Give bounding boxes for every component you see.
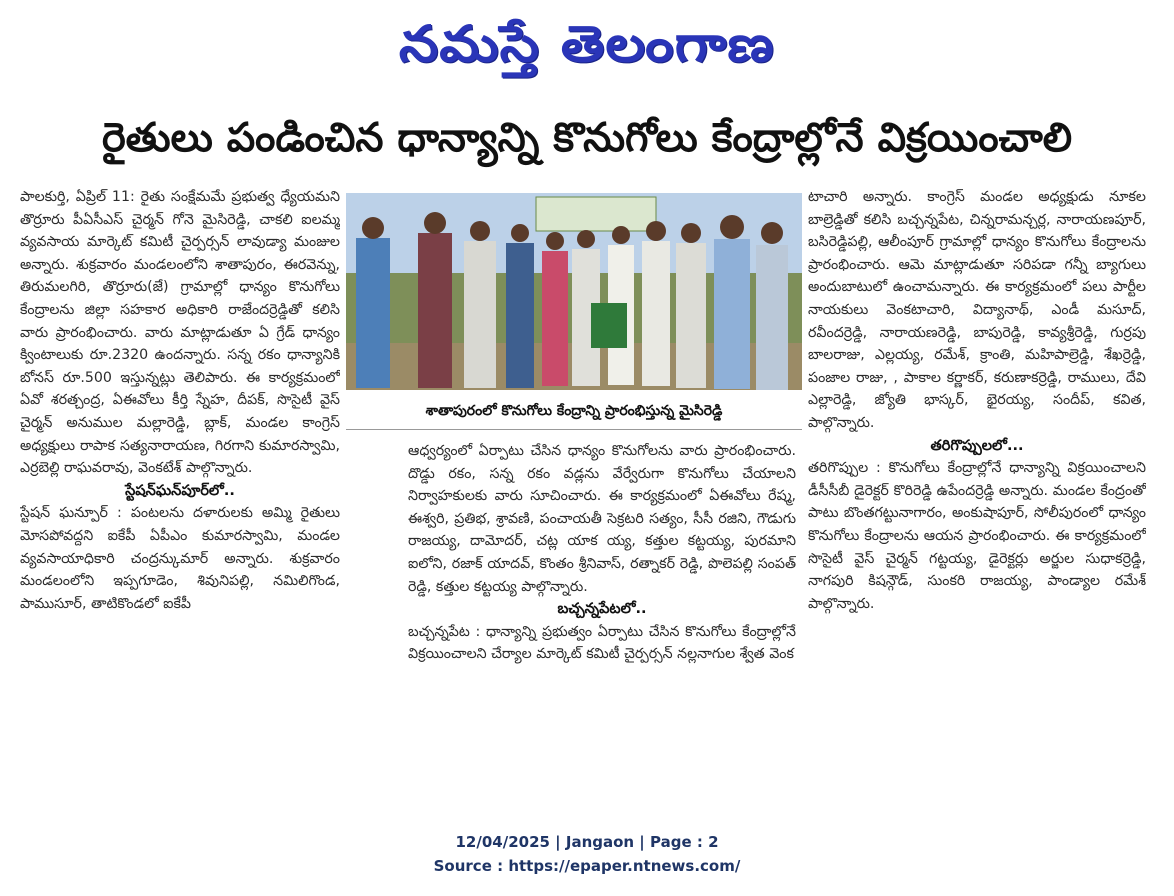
article-column-2 <box>408 440 796 810</box>
photo-illustration <box>346 193 802 390</box>
masthead-title: నమస్తే తెలంగాణ <box>399 14 775 73</box>
footer-source: Source : https://epaper.ntnews.com/ <box>433 857 741 875</box>
article-photo <box>346 193 802 390</box>
col1-paragraph-1: పాలకుర్తి, ఏప్రిల్ 11: రైతు సంక్షేమమే ప్రభుత్వ ధ్యేయమని తొర్రూరు పీఏసీఎస్ చైర్మన్ గోనె మైసిరెడ్డి, చాకలి ఐలమ్మ వ్యవసాయ మార్కెట్ కమిటీ చైర్పర్సన్ లావుడ్యా మంజుల అన్నారు. శుక్రవారం మండలంలోని శాతాపురం, ఈరవెన్ను, తిరుమలగిరి, తొర్రూరు(జే) గ్రామాల్లో ధాన్యం కొనుగోలు కేంద్రాలను జిల్లా సహకార అధికారి రాజేందర్రెడ్డితో కలిసి వారు ప్రారంభించారు. వారు మాట్లాడుతూ ఏ గ్రేడ్ ధాన్యం క్వింటాలుకు రూ.2320 ఉందన్నారు. సన్న రకం ధాన్యానికి బోనస్ రూ.500 ఇస్తున్నట్లు తెలిపారు. ఈ కార్యక్రమంలో ఏవో శరత్చంద్ర, ఏఈవోలు కీర్తి స్నేహ, దీపక్, సొసైటీ వైస్ చైర్మన్ అనుముల మల్లారెడ్డి, బ్లాక్, మండల కాంగ్రెస్ అధ్యక్షులు రాపాక సత్యనారాయణ, గిరగాని కుమారస్వామి, ఎర్రబెల్లి రాఘవరావు, వెంకటేశ్ పాల్గొన్నారు. <box>20 189 340 477</box>
masthead-logo <box>0 8 1174 80</box>
article-headline: రైతులు పండించిన ధాన్యాన్ని కొనుగోలు కేంద్రాల్లోనే విక్రయించాలి <box>101 115 1073 161</box>
col2-subheading: బచ్చన్నపేటలో.. <box>557 601 647 618</box>
col1-paragraph-2: స్టేషన్ ఘన్పూర్ : పంటలను దళారులకు అమ్మి రైతులు మోసపోవద్దని ఐకేపీ ఏపీఎం కుమారస్వామి, మండల వ్యవసాయాధికారి చంద్రన్కుమార్ అన్నారు. శుక్రవారం మండలంలోని ఇప్పగూడెం, శివునిపల్లి, నమిలిగొండ, పాముసూర్, తాటికొండలో ఐకేపీ <box>20 505 340 612</box>
photo-banner <box>536 197 656 231</box>
article-column-3 <box>808 186 1146 810</box>
photo-caption: శాతాపురంలో కొనుగోలు కేంద్రాన్ని ప్రారంభిస్తున్న మైసిరెడ్డి <box>346 393 802 430</box>
page-footer <box>0 830 1174 878</box>
col2-paragraph-1: ఆధ్వర్యంలో ఏర్పాటు చేసిన ధాన్యం కొనుగోలను వారు ప్రారంభించారు. దొడ్డు రకం, సన్న రకం వడ్లను వేర్వేరుగా కొనుగోలు చేయాలని నిర్వాహకులకు వారు సూచించారు. ఈ కార్యక్రమంలో ఏఈవోలు రేష్మ, ఈశ్వరి, ప్రతిభ, శ్రావణి, పంచాయతీ సెక్రటరి సత్యం, సీసీ రజిని, గౌడుగు రాజయ్య, దామోదర్, చట్ల యాక య్య, కత్తుల కట్టయ్య, పురమాని ఐలోని, రజాక్ యాదవ్, కొంతం శ్రీనివాస్, రత్నాకర్ రెడ్డి, పొలెపల్లి సంపత్ రెడ్డి, కత్తుల కట్టయ్య పాల్గొన్నారు. <box>408 443 796 595</box>
photo-machine <box>591 303 627 348</box>
article-column-1 <box>20 186 340 806</box>
col2-paragraph-2: బచ్చన్నపేట : ధాన్యాన్ని ప్రభుత్వం ఏర్పాటు చేసిన కొనుగోలు కేంద్రాల్లోనే విక్రయించాలని చేర్యాల మార్కెట్ కమిటీ చైర్పర్సన్ నల్లనాగుల శ్వేత వెంక <box>408 623 796 663</box>
col1-subheading: స్టేషన్‌ఘన్‌పూర్‌లో.. <box>125 482 235 499</box>
col3-paragraph-1: టాచారి అన్నారు. కాంగ్రెస్ మండల అధ్యక్షుడు నూకల బాల్రెడ్డితో కలిసి బచ్చన్నపేట, చిన్నరామన్చర్ల, నారాయణపూర్, బసిరెడ్డిపల్లి, ఆలీంపూర్ గ్రామాల్లో ధాన్యం కొనుగోలు కేంద్రాలను ప్రారంభించారు. ఆమె మాట్లాడుతూ సరిపడా గన్నీ బ్యాగులు అందుబాటులో ఉంచామన్నారు. ఈ కార్యక్రమంలో పలు పార్టీల నాయకులు వెంకటాచారి, విద్యానాథ్, ఎండీ మసూద్, రవీందర్రెడ్డి, నారాయణరెడ్డి, బాపురెడ్డి, కావ్యశ్రీరెడ్డి, గుర్రపు బాలరాజు, ఎల్లయ్య, రమేశ్, క్రాంతి, మహిపాల్రెడ్డి, శేఖర్రెడ్డి, పంజాల రాజు, , పాకాల కర్ణాకర్, కరుణాకర్రెడ్డి, రాములు, దేవి ఎల్లారెడ్డి, జ్యోతి భాస్కర్, భైరయ్య, సందీప్, కవిత, పాల్గొన్నారు. <box>808 189 1146 431</box>
col3-subheading: తరిగొప్పులలో... <box>930 437 1024 454</box>
footer-dateline: 12/04/2025 | Jangaon | Page : 2 <box>455 833 719 851</box>
col3-paragraph-2: తరిగొప్పుల : కొనుగోలు కేంద్రాల్లోనే ధాన్యాన్ని విక్రయించాలని డీసీసీబీ డైరెక్టర్ కొరిరెడ్డి ఉపేందర్రెడ్డి అన్నారు. మండల కేంద్రంతో పాటు బొంతగట్టునాగారం, అంకుషాపూర్, సోలీపురంలో ధాన్యం కొనుగోలు కేంద్రాలను ఆయన ప్రారంభించారు. ఈ కార్యక్రమంలో సొసైటీ వైస్ చైర్మన్ గట్టయ్య, డైరెక్టర్లు అర్జుల సుధాకర్రెడ్డి, నాగపురి కిషన్గౌడ్, సుంకరి రాజయ్య, పాండ్యాల రమేశ్ పాల్గొన్నారు. <box>808 460 1146 612</box>
